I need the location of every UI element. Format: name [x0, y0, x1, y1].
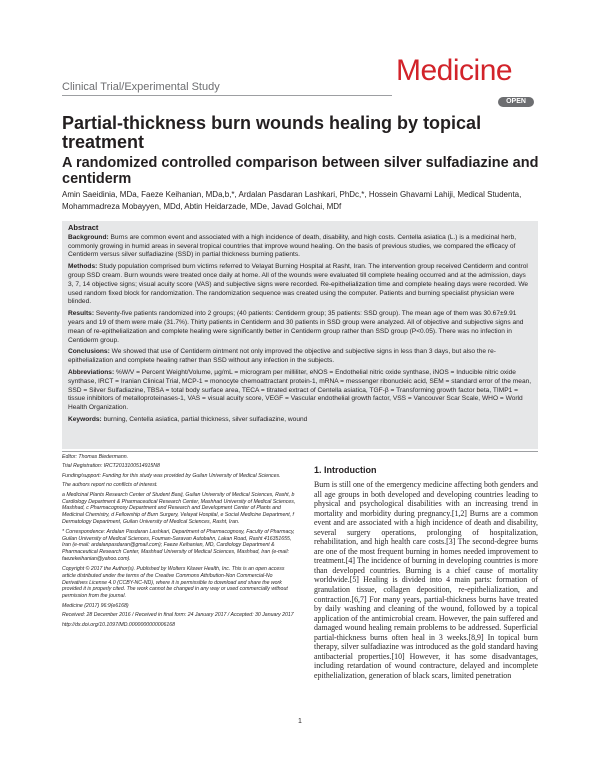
- background-label: Background:: [68, 233, 109, 241]
- article-section-label: Clinical Trial/Experimental Study: [62, 81, 220, 93]
- editor-note: Editor: Thomas Biedermann.: [62, 454, 129, 460]
- trial-registration: Trial Registration: IRCT2013100514915N8: [62, 463, 160, 470]
- article-title: Partial-thickness burn wounds healing by topical treatment: [62, 113, 482, 152]
- abstract-bottom-rule: [62, 451, 538, 452]
- abstract-results: [68, 310, 532, 345]
- correspondence: * Correspondence: Ardalan Pasdaran Lashkari, Department of Pharmacognosy, Faculty of Pharmacy, Guilan University of Medical Sciences, Fouman-Saravan Autobahn, Lakan Road, Rasht 416351655, Iran (e-mail: ardalanpasdaran@gmail.com); Faeze Keihanian, MD, Cardiology Department & Pharmaceutical Research Center, Mashhad University of Medical Sciences, Mashhad, Iran (e-mail: faezekeihanian@yahoo.com).: [62, 528, 295, 563]
- doi-link[interactable]: http://dx.doi.org/10.1097/MD.0000000000006168: [62, 621, 176, 628]
- abbreviations-label: Abbreviations:: [68, 368, 115, 376]
- methods-label: Methods:: [68, 263, 98, 271]
- article-subtitle: A randomized controlled comparison between silver sulfadiazine and centiderm: [62, 155, 539, 187]
- background-text: Burns are common event and associated with a high incidence of death, disability, and high costs. Centella asiatica (L.) is a medicinal herb, commonly growing in humid areas in several tropical countries that improve wound healing. On the basis of previous studies, we compared the efficacy of Centiderm versus silver sulfadiazine (SSD) in partial thickness burning patients.: [68, 233, 517, 259]
- abstract: [68, 224, 532, 428]
- abstract-abbreviations: [68, 369, 532, 413]
- introduction-body: Burn is still one of the emergency medicine affecting both genders and all age groups in both developed and developing countries leading to physical and psychological disabilities with an increasing trend in mortality and morbidity during pregnancy.[1,2] Burns are a common event and are associated with a high incidence of death and disability, several surgery operations, prolonging of hospitalization, rehabilitation, and high health care costs.[3] The second-degree burns are one of the most frequent burning in homes needed improvement to treatment.[4] The incidence of burning in developing countries is more than developed countries. Burning is a chief cause of mortality worldwide.[5] Healing is divided into 4 main parts: formation of granulation tissue, collagen deposition, re-epithelialization, and contraction.[6,7] For many years, partial-thickness burns have treated by daily washing and cleaning of the wound, followed by a topical application of the antimicrobial cream. However, the pain suffered and damaged wound healing remain problems to be addressed. Superficial partial-thickness burns often heal in 3 weeks.[8,9] In topical burn therapy, silver sulfadiazine was introduced as the gold standard having antibacterial properties.[10] However, it has some disadvantages, including retardation of wound contracture, delayed and incomplete epithelialization, generation of black scars, limited penetration: [314, 480, 538, 680]
- conflict-note: The authors report no conflicts of interest.: [62, 482, 158, 489]
- affiliations: a Medicinal Plants Research Center of Student Basij, Guilan University of Medical Sciences, Rasht, b Cardiology Department & Pharmaceutical Research Center, Mashhad University of Medical Sciences, Mashhad, c Pharmacognosy Department and Research and Development Center of Plants and Medicinal Chemistry, d Fellowship of Burn Surgery, Velayat Hospital, e Social Medicine Department, f Dermatology Department, Guilan University of Medical Sciences, Rasht, Iran.: [62, 491, 296, 526]
- results-label: Results:: [68, 310, 95, 318]
- abbreviations-text: %W/V = Percent Weight/Volume, µg/mL = microgram per milliliter, eNOS = Endothelial nitric oxide synthase, iNOS = Inducible nitric oxide synthase, IRCT = Iranian Clinical Trial, MCP-1 = monocyte chemoattractant protein-1, mRNA = messenger ribonucleic acid, SEM = standard error of the mean, SSD = Silver Sulfadiazine, TBSA = total body surface area, TECA = titrated extract of Centella asiatica, TGF-β = Transforming growth factor beta, TIMP1 = tissue inhibitors of metalloproteinases-1, VAS = visual acuity score, VEGF = Vascular endothelial growth factor, VSS = Vancouver Scar Scale, WHO = World Health Organization.: [68, 368, 532, 412]
- citation-note: Medicine (2017) 96:9(e6168): [62, 602, 129, 609]
- introduction-heading: 1. Introduction: [314, 465, 377, 475]
- copyright-note: Copyright © 2017 the Author(s). Published by Wolters Kluwer Health, Inc. This is an open access article distributed under the terms of the Creative Commons Attribution-Non Commercial-No Derivatives License 4.0 (CCBY-NC-ND), where it is permissible to download and share the work provided it is properly cited. The work cannot be changed in any way or used commercially without permission from the journal.: [62, 565, 288, 600]
- funding-note: Funding/support: Funding for this study was provided by Guilan University of Medical Sciences.: [62, 472, 281, 479]
- abstract-methods: [68, 263, 532, 307]
- abstract-keywords: [68, 416, 532, 425]
- abstract-conclusions: [68, 348, 532, 366]
- results-text: Seventy-five patients randomized into 2 groups; (40 patients: Centiderm group; 35 patients: SSD group). The mean age of them was 30.67±9.91 years and 19 of them were male (31.7%). Thirty patients in Centiderm and 30 patients in SSD group were analyzed. All of objective and subjective signs and mean of re-epithelialization and complete healing were significantly better in Centiderm group rather than SSD group (P<0.05). There was no infection in Centiderm group.: [68, 310, 524, 344]
- conclusions-text: We showed that use of Centiderm ointment not only improved the objective and subjective signs in less than 3 days, but also the re-epithelialization and complete healing rather than SSD without any infection in the subjects.: [68, 348, 496, 365]
- keywords-text: burning, Centella asiatica, partial thickness, silver sulfadiazine, wound: [103, 415, 308, 423]
- author-list: Amin Saeidinia, MDa, Faeze Keihanian, MDa,b,*, Ardalan Pasdaran Lashkari, PhDc,*, Hossein Ghavami Lahiji, Medical Studenta, Mohammadreza Mobayyen, MDd, Abtin Heidarzade, MDe, Javad Golchai, MDf: [62, 190, 522, 211]
- open-access-badge: OPEN: [498, 97, 534, 107]
- conclusions-label: Conclusions:: [68, 348, 110, 356]
- header-rule: [62, 95, 392, 96]
- methods-text: Study population comprised burn victims referred to Velayat Burning Hospital at Rasht, Iran. The intervention group received Centiderm and control group SSD cream. Burn wounds were treated once daily at home. All of the wounds were evaluated till complete healing occurred and at the admission, days 3, 7, 14 objective signs; visual acuity score (VAS) and subjective signs were recorded. Re-epithelialization time and complete healing days were recorded. We used random fixed block for randomization. The randomization sequence was created using the computer. Patients and burning specialist physician were blinded.: [68, 263, 529, 306]
- journal-logo: Medicine: [396, 54, 513, 87]
- front-matter-notes: [62, 454, 296, 631]
- keywords-label: Keywords:: [68, 415, 102, 423]
- abstract-heading: Abstract: [68, 223, 99, 232]
- received-dates: Received: 28 December 2016 / Received in final form: 24 January 2017 / Accepted: 30 January 2017: [62, 612, 294, 619]
- abstract-background: [68, 234, 532, 260]
- page-number: 1: [298, 718, 302, 725]
